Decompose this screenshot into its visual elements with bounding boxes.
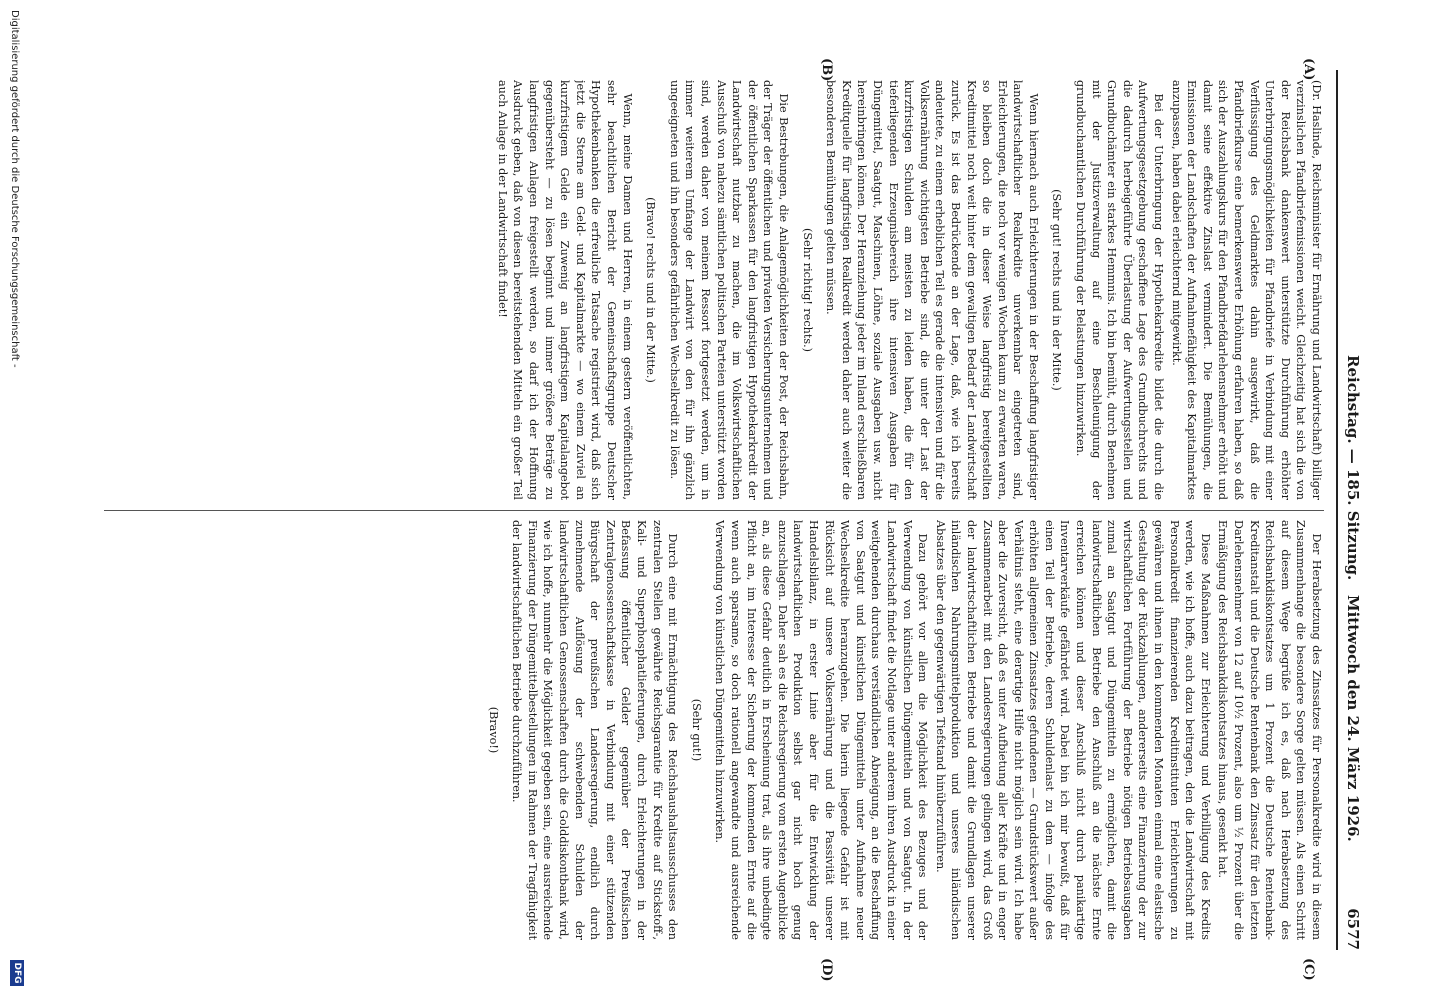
paragraph: Der Herabsetzung des Zinssatzes für Personalkredite wird in diesem Zusammenhange die besondere Sorge gelten müssen. Als einen Schritt auf diesem Wege begrüße ich es, daß nach Herabsetzung des Reichsbankdiskontsatzes um 1 Prozent die Deutsche Rentenbank-Kreditanstalt und die Deutsche Rentenbank den Zinssatz für den letzten Darlehensnehmer von 12 auf 10½ Prozent, also um ½ Prozent über die Ermäßigung des Reichsbankdiskontsatzes hinaus, gesenkt hat. bbox=[1216, 520, 1323, 940]
header-date: Mittwoch den 24. März 1926. bbox=[1344, 595, 1362, 842]
margin-letter-b: (B) bbox=[819, 58, 834, 82]
interjection: (Sehr gut!) bbox=[689, 698, 703, 762]
left-column bbox=[104, 80, 1324, 500]
paragraph: Durch eine mit Ermächtigung des Reichshaushaltsausschusses den zentralen Stellen gewährte Reichsgarantie für Kredite auf Stickstoff-, Kali- und Superphosphatlieferungen, durch Erleichterungen in der Befassung öffentlicher Gelder gegenüber der Preußischen Zentralgenossenschaftskasse in Verbindung mit einer stützenden Bürgschaft der preußischen Landesregierung, endlich durch zunehmende Auflösung der schwebenden Schulden der landwirtschaftlichen Genossenschaften durch die Golddiskontbank wird, wie ich hoffe, nunmehr die Möglichkeit gegeben sein, eine ausreichende Finanzierung der Düngemittelbestellungen im Rahmen der Tragfähigkeit der landwirtschaftlichen Betriebe durchzuführen. bbox=[510, 520, 680, 940]
margin-letter-d: (D) bbox=[819, 958, 834, 982]
page-number: 6577 bbox=[1344, 908, 1362, 950]
dfg-logo: DFG bbox=[10, 960, 24, 986]
interjection: (Bravo! rechts und in der Mitte.) bbox=[644, 197, 658, 383]
paragraph: Diese Maßnahmen zur Erleichterung und Verbilligung des Kredits werden, wie ich hoffe, auch dazu beitragen, den die Landwirtschaft mit Personalkredit finanzierenden Kreditinstituten Erleichterungen zu gewähren und ihnen in den kommenden Monaten einmal eine elastische Gestaltung der Rückzahlungen, andererseits eine Finanzierung der zur wirtschaftlichen Fortführung der Betriebe nötigen Betriebsausgaben zumal an Saatgut und Düngemitteln zu ermöglichen, damit die landwirtschaftlichen Betriebe den Anschluß an die nächste Ernte erreichen können und dieser Anschluß nicht durch panikartige Inventarverkäufe gefährdet wird. Dabei bin ich mir bewußt, daß für einen Teil der Betriebe, deren Schuldenlast zu dem — infolge des erhöhten allgemeinen Zinssatzes gefundenen — Grundstückswert außer Verhältnis steht, eine derartige Hilfe nicht möglich sein wird. Ich habe aber die Zuversicht, daß es unter Aufbietung aller Kräfte und in enger Zusammenarbeit mit den Landesregierungen gelingen wird, das Groß der landwirtschaftlichen Betriebe und damit die Grundlagen unserer inländischen Nahrungsmittelproduktion und unseres inländischen Absatzes über den gegenwärtigen Tiefstand hinüberzuführen. bbox=[933, 520, 1212, 940]
column-divider bbox=[104, 510, 1324, 511]
footer-credit: Digitalisierung gefördert durch die Deutsche Forschungsgemeinschaft - bbox=[9, 10, 20, 368]
header-title: Reichstag. — 185. Sitzung. bbox=[1344, 355, 1362, 581]
margin-letter-c: (C) bbox=[1301, 958, 1316, 981]
interjection: (Sehr richtig! rechts.) bbox=[800, 227, 814, 353]
interjection: (Bravo!) bbox=[486, 706, 500, 754]
paragraph: Wenn, meine Damen und Herren, in einem gestern veröffentlichten, sehr beachtlichen Bericht der Gemeinschaftsgruppe Deutscher Hypothekenbanken die erfreuliche Tatsache registriert wird, daß sich jetzt die Sterne am Geld- und Kapitalmarkte — wo einem Zuviel an kurzfristigem Gelde ein Zuwenig an langfristigem Kapitalangebot gegenübersteht — zu lösen beginnt und immer größere Beträge zu langfristigen Anlagen freigestellt werden, so darf ich der Hoffnung Ausdruck geben, daß von diesen bereitstehenden Mitteln ein großer Teil auch Anlage in der Landwirtschaft findet! bbox=[495, 80, 634, 500]
paragraph: (Dr. Haslinde, Reichsminister für Ernährung und Landwirtschaft) billiger verzinslichen Pfandbriefemissionen weicht. Gleichzeitig hat sich die von der Reichsbank dankenswert unterstützte Durchführung erhöhter Unterbringungsmöglichkeiten für Pfandbriefe in Verbindung mit einer Verflüssigung des Geldmarktes dahin ausgewirkt, daß die Pfandbriefkurse eine bemerkenswerte Erhöhung erfahren haben, so daß sich der Auszahlungskurs für den Pfandbriefdarlehensnehmer erhöht und damit seine effektive Zinslast vermindert. Die Bemühungen, die Emissionen der Landschaften der Aufnahmefähigkeit des Kapitalmarktes anzupassen, haben dabei erleichternd mitgewirkt. bbox=[1169, 80, 1323, 500]
paragraph: Wenn hiernach auch Erleichterungen in der Beschaffung langfristiger landwirtschaftlicher Realkredite unverkennbar eingetreten sind, Erleichterungen, die noch vor wenigen Wochen kaum zu erwarten waren, so bleiben doch die in dieser Weise langfristig bereitgestellten Kreditmittel noch weit hinter dem gewaltigen Bedarf der Landwirtschaft zurück. Es ist das Bedrückende an der Lage, daß, wie ich bereits andeutete, zu einem erheblichen Teil es gerade die intensiven und für die Volksernährung wichtigsten Betriebe sind, die unter der Last der kurzfristigen Schulden am meisten zu leiden haben, die für den tieferliegenden Erzeugnisbereich ihre intensiven Ausgaben für Düngemittel, Saatgut, Maschinen, Löhne, soziale Ausgaben usw. nicht hereinbringen können. Der Heranziehung jeder im Inland erschließbaren Kreditquelle für langfristigen Realkredit werden daher auch weiter die besonderen Bemühungen gelten müssen. bbox=[824, 80, 1040, 500]
interjection: (Sehr gut! rechts und in der Mitte.) bbox=[1050, 189, 1064, 391]
page-header bbox=[1336, 70, 1374, 950]
paragraph: Dazu gehört vor allem die Möglichkeit des Bezuges und der Verwendung von künstlichen Düngemitteln und von Saatgut. In der Landwirtschaft findet die Notlage unter anderem ihren Ausdruck in einer weitgehenden durchaus verständlichen Abneigung, an die Beschaffung von Saatgut und künstlichen Düngemitteln unter Aufnahme neuer Wechselkredite heranzugehen. Die hierin liegende Gefahr ist mit Rücksicht auf unsere Volksernährung und die Passivität unserer Handelsbilanz, in erster Linie aber für die Entwicklung der landwirtschaftlichen Produktion selbst gar nicht hoch genug anzuschlagen. Daher sah es die Reichsregierung vom ersten Augenblicke an, als diese Gefahr deutlich in Erscheinung trat, als ihre unbedingte Pflicht an, im Interesse der Sicherung der kommenden Ernte auf die wenn auch sparsame, so doch rationell angewandte und ausreichende Verwendung von künstlichen Düngemitteln hinzuwirken. bbox=[713, 520, 930, 940]
paragraph: Bei der Unterbringung der Hypothekarkredite bildet die durch die Aufwertungsgesetzgebung geschaffene Lage des Grundbuchrechts und die dadurch herbeigeführte Überlastung der Aufwertungsstellen und Grundbuchämter ein starkes Hemmnis. Ich bin bemüht, durch Benehmen mit der Justizverwaltung auf eine Beschleunigung der grundbuchamtlichen Durchführung der Belastungen hinzuwirken. bbox=[1074, 80, 1166, 500]
paragraph: Die Bestrebungen, die Anlagemöglichkeiten der Post, der Reichsbahn, der Träger der öffentlichen und privaten Versicherungsunternehmen und der öffentlichen Sparkassen für den langfristigen Hypothekarkredit der Landwirtschaft nutzbar zu machen, die im Volkswirtschaftlichen Ausschuß von nahezu sämtlichen politischen Parteien unterstützt worden sind, werden daher von meinem Ressort fortgesetzt werden, um in immer weiterem Umfange der Landwirt von den für ihn gänzlich ungeeigneten und ihn besonders gefährlichen Wechselkredit zu lösen. bbox=[667, 80, 790, 500]
right-column bbox=[104, 520, 1324, 940]
margin-letter-a: (A) bbox=[1301, 58, 1316, 81]
